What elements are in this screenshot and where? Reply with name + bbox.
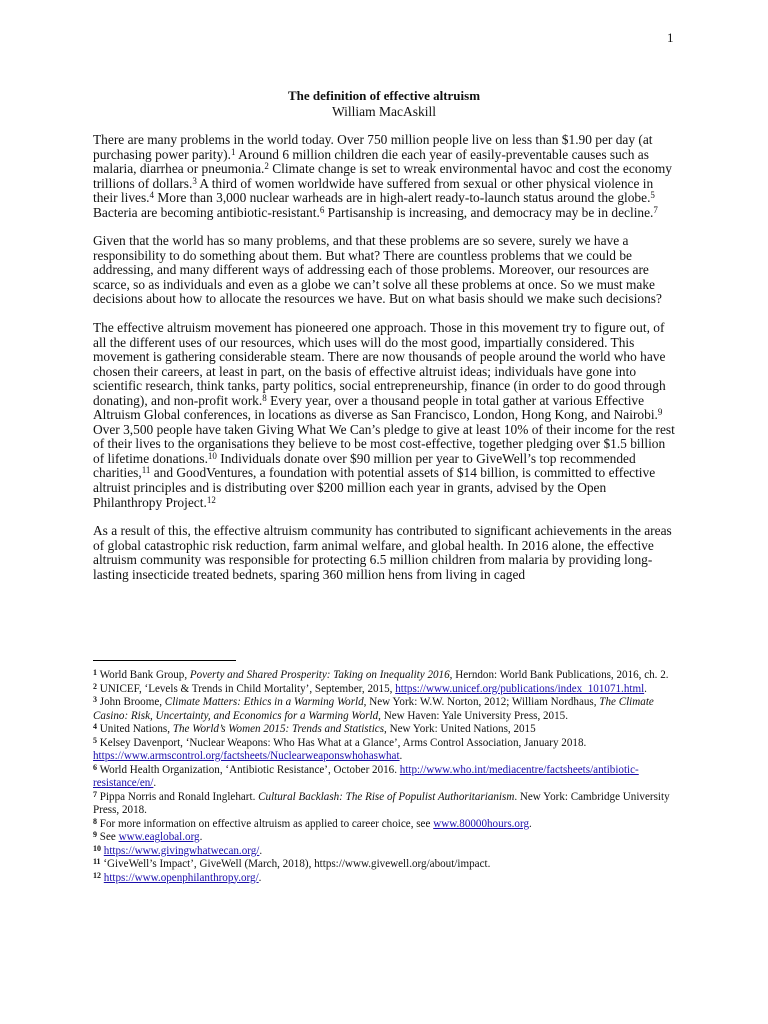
- footnote-marker: 1: [230, 146, 236, 157]
- document-header: [93, 88, 675, 120]
- footnote-marker: 12: [206, 494, 216, 505]
- footnote-marker: 3: [93, 695, 97, 704]
- footnote: [93, 858, 677, 872]
- footnote: [93, 696, 677, 723]
- text-run: .: [644, 682, 647, 695]
- hyperlink[interactable]: https://www.armscontrol.org/factsheets/Nuclearweaponswhohaswhat: [93, 750, 400, 762]
- footnote: [93, 737, 677, 764]
- text-run: , New York: United Nations, 2015: [384, 723, 536, 735]
- text-run: Individuals donate over $90 million per year to GiveWell’s top recommended charities,: [93, 450, 636, 481]
- footnote-marker: 2: [93, 681, 97, 691]
- text-run: . New York: Cambridge University Press, 2018.: [93, 790, 670, 816]
- footnote: [93, 818, 677, 832]
- text-run: , New Haven: Yale University Press, 2015.: [378, 709, 568, 722]
- text-run: Over 3,500 people have taken Giving What We Can’s pledge to give at least 10% of their income for the rest of their lives to the organisations they believe to be most cost-effective, together pledging over $1.5 billion of lifetime donations.: [93, 421, 675, 466]
- text-run: , Herndon: World Bank Publications, 2016, ch. 2.: [449, 669, 669, 681]
- text-run: .: [399, 750, 403, 762]
- text-run: , New York: W.W. Norton, 2012; William Nordhaus,: [363, 696, 600, 708]
- footnote-marker: 11: [141, 465, 151, 476]
- text-run: Bacteria are becoming antibiotic-resistant.: [93, 204, 320, 220]
- footnote-marker: 1: [93, 668, 97, 677]
- footnotes: [93, 669, 677, 885]
- body-paragraph: [93, 234, 677, 307]
- page-number: 1: [667, 30, 674, 45]
- footnote-marker: 4: [149, 190, 155, 201]
- footnote-marker: 10: [93, 843, 101, 853]
- footnote-marker: 4: [93, 722, 97, 731]
- document-author: William MacAskill: [331, 104, 437, 119]
- footnote-marker: 7: [93, 789, 97, 799]
- italic-title: Cultural Backlash: The Rise of Populist Authoritarianism: [258, 790, 515, 803]
- text-run: Given that the world has so many problems, and that these problems are so severe, surely we have a responsibility to do something about them. But what? There are countless problems that we could be addressing, and many different ways of addressing each of those problems. Moreover, our resources are scarce, so as individuals and even as a globe we can’t solve all these problems at once. So we must make decisions about how to allocate the resources we have. But on what basis should we make such decisions?: [93, 233, 662, 307]
- text-run: Climate change is set to wreak environmental havoc and cost the economy trillions of dollars.: [93, 161, 672, 191]
- body-text: [93, 133, 677, 582]
- text-run: More than 3,000 nuclear warheads are in high-alert ready-to-launch status around the globe.: [154, 190, 651, 206]
- footnote-marker: 7: [653, 204, 658, 215]
- italic-title: Poverty and Shared Prosperity: Taking on Inequality 2016: [189, 669, 450, 681]
- text-run: See: [97, 831, 119, 843]
- text-run: ‘GiveWell’s Impact’, GiveWell (March, 2018), https://www.givewell.org/about/impact.: [100, 858, 491, 870]
- text-run: For more information on effective altruism as applied to career choice, see: [97, 817, 434, 830]
- text-run: .: [258, 871, 262, 884]
- footnote-marker: 5: [650, 190, 655, 201]
- text-run: There are many problems in the world today. Over 750 million people live on less than $1.90 per day (at purchasing power parity).: [93, 132, 653, 162]
- italic-title: The World’s Women 2015: Trends and Statistics: [172, 723, 385, 735]
- footnote: [93, 831, 677, 845]
- hyperlink[interactable]: https://www.openphilanthropy.org/: [103, 871, 259, 884]
- footnote-marker: 6: [319, 204, 325, 215]
- footnote: [93, 872, 677, 886]
- footnote: [93, 764, 677, 791]
- footnote: [93, 845, 677, 859]
- text-run: United Nations,: [97, 723, 173, 735]
- text-run: A third of women worldwide have suffered from sexual or other physical violence in their lives.: [93, 175, 654, 206]
- hyperlink[interactable]: https://www.unicef.org/publications/index_101071.html: [395, 682, 645, 695]
- body-paragraph: [93, 524, 677, 582]
- italic-title: The Climate Casino: Risk, Uncertainty, and Economics for a Warming World: [93, 696, 654, 722]
- body-paragraph: [93, 133, 677, 220]
- text-run: .: [153, 777, 157, 789]
- footnote-marker: 12: [93, 870, 101, 880]
- footnote-marker: 9: [93, 830, 97, 839]
- hyperlink[interactable]: https://www.givingwhatwecan.org/: [103, 844, 260, 857]
- footnote-marker: 5: [93, 735, 97, 745]
- text-run: Partisanship is increasing, and democracy may be in decline.: [324, 204, 654, 220]
- footnote-marker: 3: [192, 175, 197, 186]
- text-run: .: [529, 817, 532, 830]
- footnote-marker: 8: [262, 392, 267, 403]
- footnote-marker: 2: [264, 161, 269, 172]
- text-run: Every year, over a thousand people in total gather at various Effective Altruism Global conferences, in locations as diverse as San Francisco, London, Hong Kong, and Nairobi.: [93, 392, 658, 423]
- footnote-marker: 6: [93, 762, 97, 772]
- text-run: .: [259, 844, 263, 857]
- text-run: The effective altruism movement has pioneered one approach. Those in this movement try to figure out, of all the different uses of our resources, which uses will do the most good, impartially considered. This movement is gathering considerable steam. There are now thousands of people around the world who have chosen their careers, at least in part, on the basis of effective altruist ideas; individuals have gone into scientific research, think tanks, party politics, social entrepreneurship, finance (in order to do good through donating), and non-profit work.: [93, 320, 666, 408]
- hyperlink[interactable]: www.eaglobal.org: [118, 831, 200, 843]
- footnote: [93, 669, 677, 683]
- text-run: World Health Organization, ‘Antibiotic Resistance’, October 2016.: [97, 763, 400, 776]
- text-run: Kelsey Davenport, ‘Nuclear Weapons: Who Has What at a Glance’, Arms Control Association, January 2018.: [97, 736, 587, 749]
- text-run: As a result of this, the effective altruism community has contributed to significant achievements in the areas of global catastrophic risk reduction, farm animal welfare, and global health. In 2016 alone, the effective altruism community was responsible for protecting 6.5 million children from malaria by providing long-lasting insecticide treated bednets, sparing 360 million hens from living in caged: [93, 523, 672, 582]
- text-run: World Bank Group,: [97, 669, 190, 681]
- footnote: [93, 683, 677, 697]
- footnote: [93, 791, 677, 818]
- text-run: and GoodVentures, a foundation with potential assets of $14 billion, is committed to effective altruist principles and is distributing over $200 million each year in grants, advised by the Open Philanthropy Project.: [93, 465, 656, 510]
- footnote-marker: 9: [657, 407, 663, 418]
- text-run: Around 6 million children die each year of easily-preventable causes such as malaria, diarrhea or pneumonia.: [93, 146, 649, 177]
- body-paragraph: [93, 321, 677, 510]
- document-title: The definition of effective altruism: [287, 88, 481, 103]
- footnote-marker: 10: [207, 450, 217, 461]
- footnote: [93, 723, 677, 737]
- footnote-separator: [93, 660, 236, 661]
- text-run: John Broome,: [97, 696, 165, 708]
- hyperlink[interactable]: http://www.who.int/mediacentre/factsheets/antibiotic-resistance/en/: [93, 763, 639, 789]
- italic-title: Climate Matters: Ethics in a Warming World: [164, 696, 364, 708]
- footnote-marker: 8: [93, 816, 97, 826]
- text-run: .: [199, 831, 203, 843]
- footnote-marker: 11: [93, 857, 101, 866]
- text-run: Pippa Norris and Ronald Inglehart.: [97, 790, 259, 803]
- text-run: UNICEF, ‘Levels & Trends in Child Mortality’, September, 2015,: [97, 682, 396, 695]
- hyperlink[interactable]: www.80000hours.org: [433, 817, 530, 830]
